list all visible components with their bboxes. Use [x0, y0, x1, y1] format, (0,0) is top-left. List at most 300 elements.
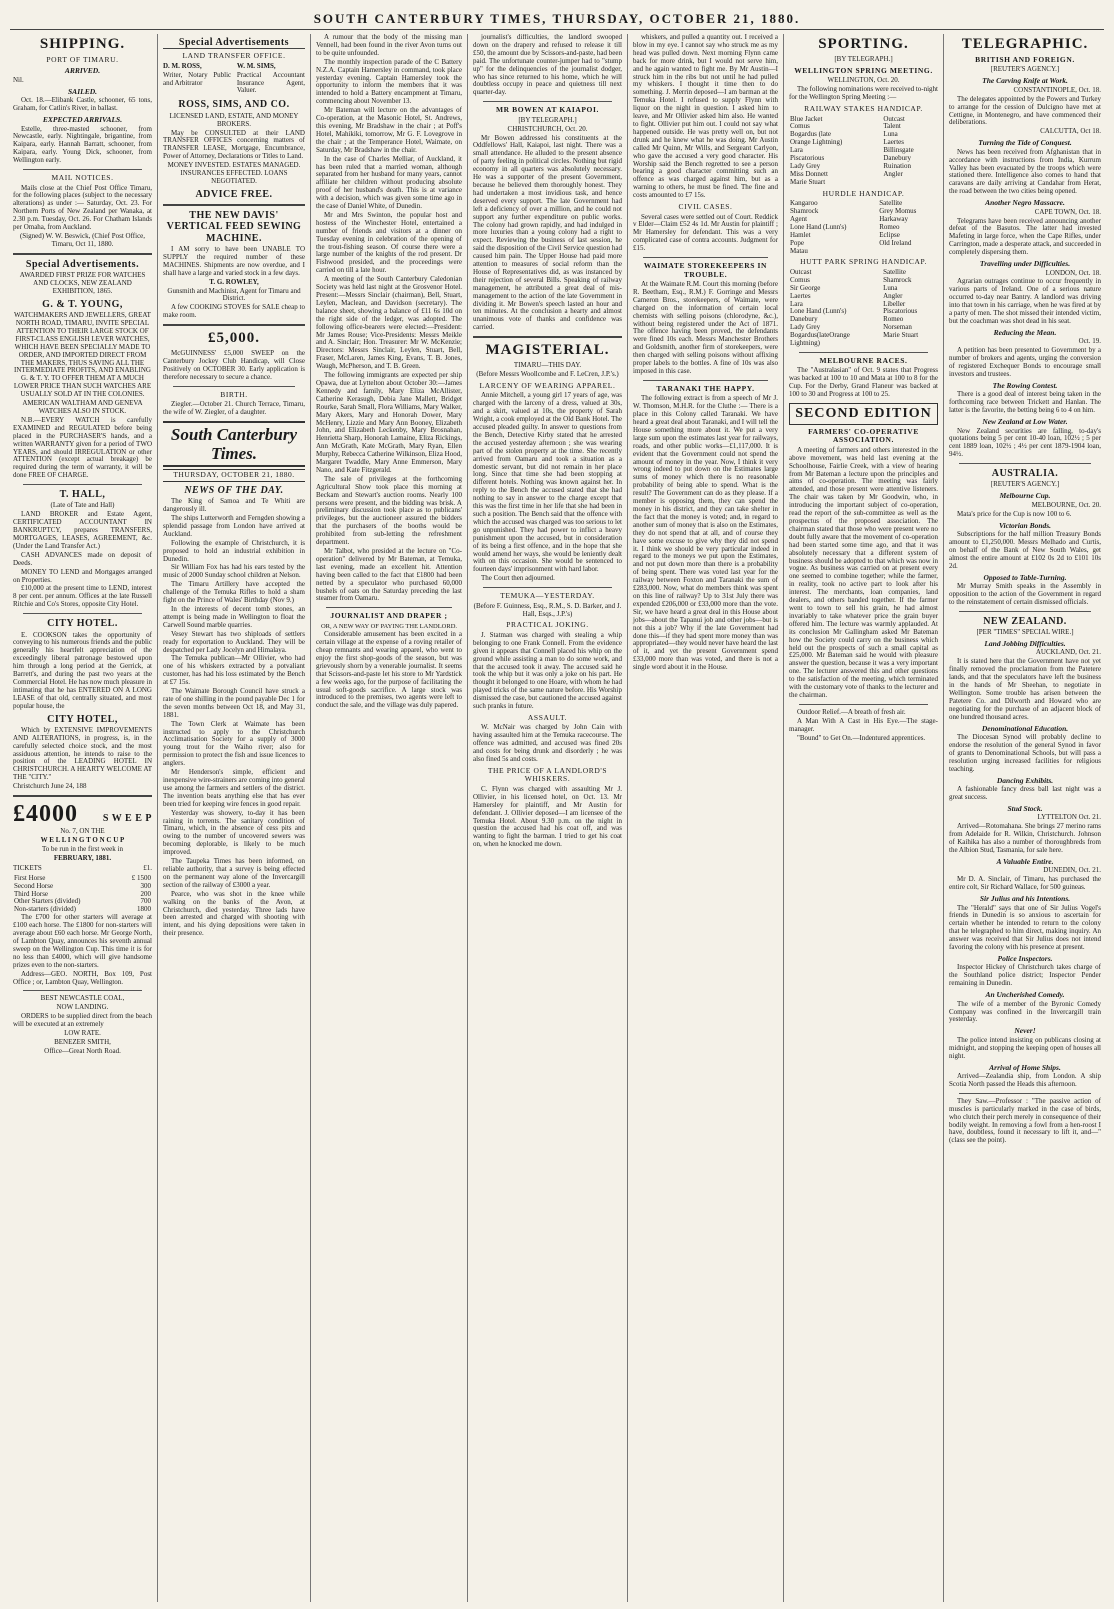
magisterial-sub: TIMARU—THIS DAY.	[513, 361, 582, 370]
news-item: The Timaru Artillery have accepted the challenge of the Temuka Rifles to hold a sham fight on the Prince of Wales' Birthday (Nov 9.)	[163, 580, 305, 605]
prize-amount: 200	[140, 889, 151, 898]
news-list	[163, 498, 305, 938]
taranaki-heading: TARANAKI THE HAPPY.	[656, 383, 755, 393]
column-rule	[157, 34, 158, 1602]
horse-name	[882, 340, 938, 348]
horse-name: Hamlet	[790, 230, 811, 239]
telegram-heading: Travelling under Difficulties.	[979, 259, 1071, 269]
news-item: Pearce, who was shot in the knee while walking on the banks of the Avon, at Christchurch, died yesterday. Three lads have been arrested and charged with shooting with intent, and his dying depositions were taken in their presence.	[163, 889, 305, 938]
prize-name: Third Horse	[14, 889, 49, 898]
prize-amount: 700	[140, 897, 151, 906]
divider	[799, 352, 928, 353]
telegram-text: Mr Murray Smith speaks in the Assembly in opposition to the action of the Government in regard to the reinstatement of certain dismissed officials.	[949, 582, 1101, 606]
news-item: The Waimate Borough Council have struck a rate of one shilling in the pound payable Dec 1 for the seven months between Oct 18, and May 31, 1881.	[163, 687, 305, 719]
divider	[483, 101, 612, 102]
arrived-heading: ARRIVED.	[64, 66, 101, 76]
prize-name: First Horse	[14, 873, 46, 882]
telegram-heading: Arrival of Home Ships.	[989, 1062, 1061, 1072]
news-item: Mr Henderson's simple, efficient and inexpensive wire-strainers are coming into general use among the farmers and settlers of the district. The invention beats anything else that has ever been tried for keeping wire fences in good repair.	[163, 768, 305, 808]
temuka-before: (Before F. Guinness, Esq., R.M., S. D. Barker, and J. Hall, Esqs., J.P.'s)	[473, 601, 622, 618]
news-continued	[316, 34, 462, 603]
telegram-heading: A Valuable Entire.	[996, 856, 1054, 866]
larceny-text: Annie Mitchell, a young girl 17 years of age, was charged with the larceny of a dress, valued at 30s, and a skirt, valued at 10s, the property of Sarah Wright, a cook employed at the Old Bank Hotel. The accused pleaded guilty. In answer to questions from the Bench, Detective Kirby stated that he arrested the accused yesterday afternoon ; she was wearing part of the stolen property at the time. She recently arrived from Oamaru and took a situation as a domestic servant, but did not remain in her place long. Since that time she had been stopping at different hotels. Nothing was known against her. In reply to the Bench the accused stated that she had nothing to say in answer to the charge except that this was the first time in her life that she had been in such a position. The Bench said that the offence with which the accused was charged was too serious to let go unpunished. They had power to inflict a heavy punishment upon the accused, but in consideration of its being a first offence, and in the hope that she would amend her ways, she would be leniently dealt with on this occasion. She would be sentenced to fourteen days' imprisonment with hard labor.	[473, 391, 622, 574]
sporting-telegraph: [BY TELEGRAPH.]	[834, 54, 893, 63]
nameplate-band	[163, 421, 305, 467]
sims-block	[237, 63, 305, 97]
nameplate: South Canterbury Times.	[170, 425, 298, 464]
column-rule	[627, 34, 628, 1602]
horse-name: Angler	[883, 169, 903, 178]
telegram-text: New Zealand securities are falling, to-day's quotations being 5 per cent 10-40 loan, 102½ ; 5 per cent 1889 loan, 102½ ; 4½ per cent 1879-1904 loan, 94½.	[949, 426, 1101, 459]
telegram-text: It is stated here that the Government have not yet finally removed the proclamation from the Patetere lands, and that the speculators have left the business in the hands of Mr Sheehan, to negotiate in Wellington. Some trouble has arisen between the Patetere Co. and Dilworth and Howard who are negotiating for the purchase of an adjacent block of one hundred thousand acres.	[949, 657, 1101, 721]
horse-name: Libeller	[883, 299, 906, 308]
award-text: AWARDED FIRST PRIZE FOR WATCHES AND CLOCKS, NEW ZEALAND EXHIBITION, 1865.	[19, 271, 146, 295]
divider	[473, 336, 622, 338]
telegram-date: LYTTELTON Oct. 21.	[1037, 813, 1101, 822]
horse-name: Miss Donnett	[790, 169, 828, 178]
news-item: Yesterday was showery, to-day it has been raining in torrents. The sanitary condition of Timaru, which, in the absence of cess pits and owing to the number of uncovered sewers was becoming deplorable, is likely to be much improved.	[163, 808, 305, 857]
stakes-table	[789, 116, 938, 187]
divider	[23, 990, 142, 991]
page-masthead: SOUTH CANTERBURY TIMES, THURSDAY, OCTOBER 21, 1880.	[10, 8, 1104, 30]
column-rule	[467, 34, 468, 1602]
horse-name: Angler	[883, 291, 903, 300]
horse-name: Billinsgate	[883, 146, 914, 155]
telegram-text: Subscriptions for the half million Treasury Bonds amount to £1,250,000. Messrs Melhado and Curtis, on behalf of the Bank of New South Wales, get almost the entire amount at £102 0s 2d to £101 10s 2d.	[949, 530, 1101, 570]
sweep-amount: £4000	[13, 801, 78, 828]
divider	[643, 257, 768, 258]
ross-name: D. M. ROSS,	[163, 61, 202, 70]
davis-text: I AM sorry to have been UNABLE TO SUPPLY the required number of these MACHINES. Shipments are now overdue, and I shall have a large and varied stock in a few days.	[163, 245, 305, 277]
magisterial-before: (Before Messrs Woollcombe and F. LeCren, J.P.'s.)	[476, 370, 619, 379]
divider	[959, 463, 1091, 464]
horse-name: Lightning)	[790, 339, 820, 348]
news-paragraph: A rumour that the body of the missing man Vennell, had been found in the river Avon turns out to be quite unfounded.	[316, 34, 462, 57]
column-rule	[783, 34, 784, 1602]
special-ads-heading: Special Advertisements.	[25, 258, 140, 270]
telegram-heading: The Rowing Contest.	[992, 380, 1058, 390]
ross-sub: Writer, Notary Public and Arbitrator	[163, 70, 232, 87]
meeting-text: The following nominations were received to-night for the Wellington Spring Meeting :—	[789, 85, 938, 102]
horse-name: Satellite	[883, 267, 907, 276]
hurdle-table	[789, 200, 938, 255]
horse-row	[789, 116, 938, 124]
horse-row	[789, 340, 938, 348]
waltham-text: AMERICAN WALTHAM AND GENEVA WATCHES ALSO IN STOCK.	[22, 399, 143, 415]
telegraphic-heading: TELEGRAPHIC.	[961, 36, 1089, 52]
telegram-text: Arrived—Zealandia ship, from London. A ship Scotia North passed the Heads this afternoon.	[949, 1072, 1101, 1088]
telegram-text: The delegates appointed by the Powers and Turkey to arrange for the cession of Dulcigno have met at Cettigne, in Montenegro, and have commenced their deliberations.	[949, 94, 1101, 127]
coal-sub: NOW LANDING.	[56, 1003, 109, 1012]
horse-row	[789, 139, 938, 147]
waimate-text: At the Waimate R.M. Court this morning (before R. Beetham, Esq., R.M.) F. Gorringe and Messrs Cameron Bros., storekeepers, of Waimate, were charged on the information of certain local chemists with selling poisons (chlorodyne, &c.), without being registered under the Act of 1871. The offence having been proved, the defendants were fined 10s each. Messrs Manchester Brothers and Goldsmith, another firm of storekeepers, were then charged with selling poisons without affixing proper labels to the bottles. A fine of 10s was also imposed in this case.	[633, 279, 778, 375]
prize-amount: £ 1500	[131, 873, 151, 882]
bowen-telegraph: [BY TELEGRAPH.]	[518, 115, 577, 124]
prize-amount: 1800	[137, 905, 151, 914]
horse-name: Laertes	[790, 291, 811, 300]
horse-name: Bogardus (late	[790, 130, 832, 139]
telegram-date: CALCUTTA, Oct 18.	[1040, 127, 1101, 136]
horse-name: Lady Grey	[790, 161, 821, 170]
horse-name: Talent	[883, 122, 901, 131]
news-item: The Taupeka Times has been informed, on reliable authority, that a survey is being effected on the permanent way alone of the Invercargill section of the railway of £3000 a year.	[163, 857, 305, 889]
sweep-cup: W E L L I N G T O N C U P	[40, 836, 125, 845]
horse-name: Outcast	[790, 267, 812, 276]
hall-cash: CASH ADVANCES made on deposit of Deeds.	[13, 550, 152, 567]
divider	[643, 380, 768, 381]
news-item: The Temuka publican—Mr Ollivier, who had one of his whiskers extracted by a potvaliant customer, has had his loss estimated by the Bench at £7 15s.	[163, 654, 305, 687]
divider	[959, 1093, 1091, 1094]
sweep-word: S W E E P	[102, 813, 152, 825]
larceny-heading: LARCENY OF WEARING APPAREL.	[479, 380, 616, 390]
telegram-text: The "Herald" says that one of Sir Julius Vogel's friends in Dunedin is so anxious to ascertain for certain whether he intended to return to the colony that he telegraphed to him direct, making inquiry. An answer was received that Sir Julius does not intend favoring the colony with his presence at present.	[949, 903, 1101, 952]
five-thousand-text: McGUINNESS' £5,000 SWEEP on the Canterbury Jockey Club Handicap, will Close Positively on OCTOBER 30. Early application is therefore necessary to secure a chance.	[163, 349, 305, 381]
mail-heading: MAIL NOTICES.	[51, 173, 114, 183]
news-item: Sir William Fox has had his ears tested by the music of 2000 Sunday school children at Nelson.	[163, 563, 305, 580]
horse-row	[789, 232, 938, 240]
horse-name: Piscatorious	[883, 307, 918, 316]
tickets-row	[13, 865, 152, 873]
telegram-date: MELBOURNE, Oct. 20.	[1031, 500, 1101, 509]
joking-text: J. Statman was charged with stealing a whip belonging to one Frank Connell. From the evidence given it appears that Connell placed his whip on the ground while assisting a man to do some work, and that the accused took it away. The accused said he took the whip but it was only a joke on his part. He thought it belonged to one Hoare, with whom he had played tricks of the same nature before. His Worship dismissed the case, but cautioned the accused against such pranks in future.	[473, 630, 622, 711]
news-paragraph: In the case of Charles Melliar, of Auckland, it has been ruled that a married woman, although separated from her husband for many years, cannot affiliate her children without producing absolute proof of her husband's death. This is at variance with a decision, which was given some time ago in the case of Daniel White, of Dunedin.	[316, 154, 462, 211]
stakes-heading: RAILWAY STAKES HANDICAP.	[804, 104, 923, 114]
news-item: The Town Clerk at Waimate has been instructed to apply to the Christchurch Acclimatisation Society for a supply of 3000 young trout for the Waiho river; also for permission to protect the fish and issue licences to anglers.	[163, 719, 305, 768]
melbourne-text: The "Australasian" of Oct. 9 states that Progress was backed at 100 to 10 and Mata at 100 to 8 for the Cup. For the Derby, Grand Flaneur was backed at 100 to 30 and Progress at 100 to 25.	[789, 366, 938, 399]
telegram-text: A fashionable fancy dress ball last night was a great success.	[949, 785, 1101, 801]
horse-row	[789, 248, 938, 256]
horse-name: Harkaway	[879, 214, 909, 223]
special-ads-heading: Special Advertisements	[163, 37, 305, 49]
bowen-date: CHRISTCHURCH, Oct. 20.	[507, 124, 588, 133]
sweep-header	[13, 801, 152, 828]
coal-rate: LOW RATE.	[64, 1029, 101, 1038]
firm-name: ROSS, SIMS, AND CO.	[178, 99, 290, 111]
horse-name: Lara	[790, 146, 803, 155]
telegram-heading: Denominational Education.	[981, 723, 1069, 733]
divider	[483, 587, 612, 588]
coal-heading: BEST NEWCASTLE COAL,	[40, 994, 125, 1003]
nz-items	[949, 640, 1101, 1089]
divider	[13, 253, 152, 255]
reuter-agency-2: [REUTER'S AGENCY.]	[990, 480, 1060, 489]
sims-sub: Practical Accountant Insurance Agent, Valuer.	[236, 70, 305, 95]
news-paragraph: The sale of privileges at the forthcoming Agricultural Show took place this morning at Beckam and Stewart's auction rooms. Nearly 100 persons were present, and the bidding was brisk. A preliminary discussion took place as to publicans' privileges, but the auctioneer assured the bidders that the purchasers of the booths would be prohibited from sub-letting the refreshment department.	[316, 474, 462, 547]
telegram-heading: Opposed to Table-Turning.	[983, 572, 1067, 582]
dateline: THURSDAY, OCTOBER 21, 1880.	[163, 469, 305, 481]
telegram-heading: Never!	[1014, 1026, 1036, 1036]
stoves-text: A few COOKING STOVES for SALE cheap to make room.	[163, 303, 305, 320]
horse-name: Old Ireland	[879, 238, 912, 247]
telegram-text: The Diocesan Synod will probably decline to endorse the resolution of the general Synod in favor of grants to Denominational Schools, but will pass a resolution urging increased facilities for religious teaching.	[949, 733, 1101, 773]
horse-name: Eclipse	[879, 230, 900, 239]
prize-amount: 300	[140, 881, 151, 890]
firm-text: May be CONSULTED at their LAND TRANSFER OFFICES concerning matters of TRANSFER LEASE, Mortgage, Encumbrance, Power of Attorney, Declarations or Titles to Land.	[163, 128, 305, 161]
news-paragraph: Mr Bateman will lecture on the advantages of Co-operation, at the Masonic Hotel, St. Andrews, this evening, Mr Bradshaw in the chair ; at Poff's Hotel, Mahikiki, tomorrow, Mr G. F. Lovegrove in the chair ; at the Temperance Hotel, Waimate, on Saturday, Mr Bradshaw in the chair.	[316, 106, 462, 154]
waimate-heading: WAIMATE STOREKEEPERS IN TROUBLE.	[643, 261, 768, 279]
shipping-heading: SHIPPING.	[39, 36, 126, 52]
bowen-text: Mr Bowen addressed his constituents at the Oddfellows' Hall, Kaiapoi, last night. There was a small attendance. He alluded to the present absence of party feeling in political circles. Nothing but rigid economy in all quarters was absolutely necessary. He was a supporter of the present Government, because he believed them thoroughly honest. They had undertaken a most invidious task, and hence deserved every support. The late Government had left a deficiency of over a million, and he could not support any further expenditure on public works. The colony had grown rapidly, and had indulged in more luxuries than a young colony had a right to expect. Reviewing the business of last session, he said the disposition of the Civil Service question had caused him pain. The Upper House had paid more attention to measures of social reform than the House of Representatives did, as was instanced by their rejection of several Bills. Speaking of railway management, he attributed a great deal of mis-management to the action of the late Government in dividing it. Mr Bowen's speech lasted an hour and ten minutes. At the conclusion a hearty and almost unanimous vote of thanks and confidence was carried.	[473, 133, 622, 332]
mail-signature: (Signed) W. W. Beswick, (Chief Post Office, Timaru, Oct 11, 1880.	[19, 231, 146, 248]
hall-sub: (Late of Tate and Hall)	[50, 501, 115, 510]
second-edition-banner: SECOND EDITION	[789, 403, 938, 425]
horse-name: Shamrock	[883, 275, 912, 284]
news-item: In the interests of decent tomb stones, an attempt is being made in Wellington to float the Carwell Sound marble quarries.	[163, 604, 305, 629]
civil-heading: CIVIL CASES.	[678, 202, 733, 212]
sweep-text: The £700 for other starters will average at £100 each horse. The £1800 for non-starters will average about £60 each horse. Mr George North, of Lambton Quay, announces his seventh annual sweep on the Wellington Cup. This time it is for no less than £4000, which will give handsome prizes even to the non-starters.	[13, 913, 152, 969]
assault-heading: ASSAULT.	[527, 712, 568, 722]
column-rule	[310, 34, 311, 1602]
horse-name: Marie Stuart	[883, 331, 919, 340]
divider	[163, 204, 305, 206]
british-items	[949, 77, 1101, 459]
arrived-text: Nil.	[13, 75, 24, 84]
young-text: WATCHMAKERS AND JEWELLERS, GREAT NORTH ROAD, TIMARU, INVITE SPECIAL ATTENTION TO THEIR LARGE STOCK OF FIRST-CLASS ENGLISH LEVER WATCHES, WHICH HAVE BEEN SPECIALLY MADE TO ORDER, AND IMPORTED DIRECT FROM THE MAKERS, THUS SAVING ALL THE INTERMEDIATE PROFITS, AND ENABLING G. & T. Y. TO OFFER THEM AT A MUCH LOWER PRICE THAN SUCH WATCHES ARE USUALLY SOLD AT IN THE COLONIES.	[13, 311, 152, 399]
horse-row	[789, 208, 938, 216]
horse-name: Piscatorious	[790, 154, 825, 163]
horse-row	[789, 285, 938, 293]
five-thousand-heading: £5,000.	[208, 330, 260, 347]
transfer-heading: LAND TRANSFER OFFICE.	[182, 51, 286, 61]
hall-offices: £10,000 at the present time to LEND, interest 8 per cent. per annum. Offices at the late Russell Ritchie and Co's Stores, opposite City Hotel.	[13, 584, 152, 609]
expected-text: Estelle, three-masted schooner, from Newcastle, early. Nightingale, brigantine, from Kaipara, early. Hannah Barratt, schooner, from Kaipara, early. Young Dick, schooner, from Wellington early.	[13, 124, 152, 165]
rowley-name: T. G. ROWLEY,	[209, 277, 259, 286]
divider	[23, 613, 142, 614]
melbourne-heading: MELBOURNE RACES.	[819, 356, 908, 365]
nz-heading: NEW ZEALAND.	[983, 615, 1067, 627]
telegram-heading: Reducing the Mean.	[993, 327, 1057, 337]
closing-joke: They Saw.—Professor : "The passive action of muscles is particularly marked in the case of birds, who clutch their perch merely in consequence of their bodily weight. In removing a fowl from a hen-roost I have, doubtless, found it necessary to lift it, and—" (class see the point).	[949, 1096, 1101, 1145]
news-paragraph: Mr and Mrs Swinton, the popular host and hostess of the Winchester Hotel, entertained a number of friends and visitors at a dinner on Tuesday evening in celebration of the opening of the trout-fishing season. Of course there were a large number of the knights of the rod present. Dr Fishwood presided, and the proceedings were carried on till a late hour.	[316, 210, 462, 275]
hall-money: MONEY TO LEND and Mortgages arranged on Properties.	[13, 567, 152, 584]
whiskers-text: C. Flynn was charged with assaulting Mr J. Ollivier, in his licensed hotel, on Oct. 13. Mr Hamersley for plaintiff, and Mr Austin for defendant. J. Ollivier deposed—I am licensee of the Temuka Hotel. About 9.30 p.m. on the night in question the accused had his coat off, and was wanting to fight the barman. I tried to get his coat on, when he knocked me down.	[473, 784, 622, 849]
divider	[163, 324, 305, 326]
telegram-heading: Land Jobbing Difficulties.	[984, 639, 1066, 648]
horse-name: Comus	[790, 275, 810, 284]
horse-name: Laertes	[883, 138, 904, 147]
horse-name: Shamrock	[790, 207, 819, 216]
coal-name: BENEZER SMITH,	[54, 1037, 111, 1046]
horse-name: Grey Momus	[879, 207, 917, 216]
horse-row	[789, 269, 938, 277]
horse-name: Lara	[790, 299, 803, 308]
telegram-heading: Victorian Bonds.	[998, 520, 1052, 530]
divider	[959, 611, 1091, 612]
birth-heading: BIRTH.	[220, 389, 248, 399]
city-hotel-date: Christchurch June 24, 188	[13, 782, 87, 791]
column-1	[10, 34, 155, 1602]
horse-name: Agent	[790, 214, 808, 223]
meeting-date: WELLINGTON, Oct. 20.	[827, 76, 900, 85]
telegram-text: Arrived—Rotomahana. She brings 27 merino rams from Adelaide for R. Wilkin, Christchurch. Johnson of Kaihika has also a number of thoroughbreds from the Albion Stud, Tasmania, for sale here.	[949, 822, 1101, 854]
news-paragraph: The monthly inspection parade of the C Battery N.Z.A. Captain Hamersley in command, took place yesterday evening. Captain Hamersley took the opportunity to inform the members that it was intended to hold a Battery encampment at Timaru, commencing about November 13.	[316, 57, 462, 106]
horse-name: Norseman	[883, 323, 912, 332]
horse-name: Romeo	[883, 315, 904, 324]
davis-heading: THE NEW DAVIS' VERTICAL FEED SEWING MACHINE.	[166, 210, 302, 244]
hurdle-heading: HURDLE HANDICAP.	[822, 188, 905, 198]
tickets-label: TICKETS	[13, 863, 42, 872]
horse-row	[789, 293, 938, 301]
joke-bound: "Bound" to Get On.—Indentured apprentices.	[797, 733, 926, 742]
horse-name: Blue Jacket	[790, 114, 823, 123]
horse-row	[789, 224, 938, 232]
news-item: Vesey Stewart has two shiploads of settlers ready for exportation to Auckland. They will be despatched per Lady Jocelyn and Himalaya.	[163, 629, 305, 654]
journalist-text: Considerable amusement has been excited in a certain village at the expense of a roving retailer of cheap remnants and wearing apparel, who went to enjoy the first shop-goods of the season, but was grievously shorn by a venerable journalist. It seems that Scissors-and-paste let his store to Mr Yardstick a few weeks ago, for the purpose of facilitating the usual soft-goods sacrifice. A large stock was introduced to the premises, two agents were left to conduct the sale, and the village was duly papered.	[316, 630, 462, 710]
british-heading: BRITISH AND FOREIGN.	[975, 54, 1075, 64]
divider	[173, 386, 295, 387]
divider	[326, 607, 452, 608]
city-hotel-text-2: Which by EXTENSIVE IMPROVEMENTS AND ALTERATIONS, in progress, is, in the carefully selected choice stock, and the most assiduous attention, he intends to raise to the position of the LEADING HOTEL IN CHRISTCHURCH. A HEARTY WELCOME AT THE "CITY."	[13, 725, 152, 782]
news-paragraph: Mr Talbot, who presided at the lecture on "Co-operation" delivered by Mr Bateman, at Temuka, last evening, made an excellent hit. Attention having been called to the fact that £1800 had been netted by a speculator who purchased 60,000 bushels of oats on the Saturday preceding the last steamer from Oamaru.	[316, 547, 462, 603]
mail-text: Mails close at the Chief Post Office Timaru, for the following places (subject to the necessary alterations) as under :— Saturday, Oct. 23. For Northern Ports of New Zealand per Wanaka, at 2.30 p.m. Tuesday, Oct. 26. For Chatham Islands per Omaha, from Auckland.	[13, 183, 152, 232]
horse-name: Marie Stuart	[790, 177, 826, 186]
city-hotel-text: E. COOKSON takes the opportunity of conveying to his numerous friends and the public generally his heartfelt appreciation of the exceedingly liberal patronage bestowed upon him through a long period at the Gerrick, at Barrett's, and during the past two years at the Commercial Hotel. He has now much pleasure in intimating that he has ENTERED ON A LONG LEASE of that old, centrally situated, and most popular house, the	[13, 630, 152, 710]
telegram-heading: Turning the Tide of Conquest.	[978, 138, 1072, 148]
young-name: G. & T. YOUNG,	[42, 298, 123, 310]
australia-heading: AUSTRALIA.	[991, 468, 1059, 480]
horse-name: Lady Grey	[790, 323, 821, 332]
horse-name: Lone Hand (Lunn's)	[790, 307, 847, 316]
news-paragraph: The following immigrants are expected per ship Opawa, due at Lyttelton about October 30:—James Kennedy and family, Mary Eliza McAllister, Catherine Kerasugh, Debia Jane Mallett, Bridget Rourke, Sarah Small, Flora Williams, Mary Walker, Mary Akers, Mary and Honorah Dower, Mary McHenry, Lizzie and Mary Ann Booney, Elizabeth John, and Elizabeth Leckenby, Mary Brosnahan, Henrietta Sharp, Honorah Lamaine, Eliza Rickings, Ann McGrath, Kate McGrath, Mary Ryan, Ellen Murphy, Rebecca Catherine Wilkinson, Eliza Hood, Margaret Twaddle, Mary Anne Emmerson, Mary Nano, and Kate Fitzgerald.	[316, 371, 462, 474]
telegram-text: News has been received from Afghanistan that in accordance with instructions from India, Kurrum Valley has been evacuated by the troops which were stationed there. Intelligence also comes to hand that caravans are daily arriving at Candahar from Herat, the road between the two cities being opened.	[949, 147, 1101, 196]
news-heading: NEWS OF THE DAY.	[184, 484, 284, 496]
telegram-text: Agrarian outrages continue to occur frequently in various parts of Ireland. One of a serious nature occurred to-day near Bantry. A landlord was driving into that town in his carriage, when he was fired at by a party of men. The shot missed their intended victim, but the coachman was shot dead in his seat.	[949, 277, 1101, 325]
rowley-sub: Gunsmith and Machinist, Agent for Timaru and District.	[167, 286, 301, 303]
meeting-heading: WELLINGTON SPRING MEETING.	[794, 65, 933, 75]
sweep-feb: FEBRUARY, 1881.	[53, 853, 112, 862]
birth-text: Ziegler.—October 21. Church Terrace, Timaru, the wife of W. Ziegler, of a daughter.	[163, 400, 305, 417]
telegram-heading: Police Inspectors.	[997, 954, 1053, 963]
horse-name: Luna	[883, 283, 898, 292]
advice-free: ADVICE FREE.	[195, 188, 273, 200]
horse-name: Danebury	[790, 315, 818, 324]
sailed-text: Oct. 18.—Elibank Castle, schooner, 65 tons, Graham, for Catlin's River, in ballast.	[13, 96, 152, 113]
horse-name: Orange Lightning)	[790, 138, 843, 147]
column-2	[160, 34, 308, 1602]
farmers-heading: FARMERS' CO-OPERATIVE ASSOCIATION.	[808, 426, 919, 445]
telegram-text: The wife of a member of the Byronic Comedy Company was confined in the Invercargill train yesterday.	[949, 999, 1101, 1024]
horse-name	[882, 179, 938, 187]
prize-name: Second Horse	[14, 881, 54, 890]
sweep-no: No. 7, ON THE	[60, 827, 105, 836]
tickets-price: £1.	[143, 863, 152, 872]
horse-name: Luna	[883, 130, 898, 139]
sailed-heading: SAILED.	[68, 86, 97, 96]
australia-items	[949, 492, 1101, 606]
sweep-run: To be run in the first week in	[42, 845, 123, 854]
horse-name: Lone Hand (Lunn's)	[790, 222, 847, 231]
partners-row	[163, 63, 305, 97]
news-item: The ships Lutterworth and Ferngden showing a splendid passage from London have arrived at Auckland.	[163, 514, 305, 538]
telegram-date: CONSTANTINOPLE, Oct. 18.	[1013, 85, 1101, 94]
column-7	[946, 34, 1104, 1602]
telegram-text: There is a good deal of interest being taken in the forthcoming race between Trickett and Hanlan. The latter is the favorite, the betting being 6 to 4 on him.	[949, 390, 1101, 415]
coal-office: Office—Great North Road.	[44, 1046, 121, 1055]
horse-name: Comus	[790, 122, 810, 131]
port-heading: PORT OF TIMARU.	[46, 54, 119, 64]
city-hotel-heading-2: CITY HOTEL,	[47, 713, 118, 725]
column-6	[786, 34, 941, 1602]
warranty-text: N.B.—EVERY WATCH is carefully EXAMINED and REGULATED before being placed in the PURCHASER'S hands, and a written WARRANTY given for a period of TWO YEARS, and should IRREGULATION or other ATTENTION (except actual breakage) be required during the term of warranty, it will be done FREE OF CHARGE.	[13, 415, 152, 480]
horse-name: Matau	[790, 246, 808, 255]
temuka-heading: TEMUKA—YESTERDAY.	[500, 591, 595, 601]
telegram-date: AUCKLAND, Oct. 21.	[1035, 648, 1101, 657]
horse-name: Romeo	[879, 222, 900, 231]
telegram-heading: New Zealand at Low Water.	[982, 417, 1068, 427]
news-item: The King of Samoa and Te Whiti are dangerously ill.	[163, 497, 305, 514]
telegram-text: Mata's price for the Cup is now 100 to 6.	[957, 509, 1072, 518]
hutt-table	[789, 269, 938, 348]
prize-name: Other Starters (divided)	[14, 897, 81, 906]
horse-name: Satellite	[879, 199, 903, 208]
whiskers-heading: THE PRICE OF A LANDLORD'S WHISKERS.	[487, 765, 608, 784]
telegram-heading: Another Negro Massacre.	[985, 198, 1065, 208]
sporting-heading: SPORTING.	[818, 36, 909, 52]
horse-row	[789, 179, 938, 187]
horse-name: Kangaroo	[790, 199, 818, 208]
divider	[13, 795, 152, 797]
horse-name: Outcast	[883, 114, 905, 123]
news-paragraph: A meeting of the South Canterbury Caledonian Society was held last night at the Grosvenor Hotel. Present:—Messrs Sinclair (chairman), Bell, Stuart, Leylen, Maclean, and Davidson (secretary). The balance sheet, showing a balance of £11 6s 10d on the right side of the ledger, was adopted. The following office-bearers were elected:—President: Mr James Rouse; Vice-Presidents: Messrs Meikle and A. Sinclair; Hon. Treasurer: Mr W. McKenzie; Directors: Messrs Sinclair, Leylen, Stuart, Bell, Fraser, McLaren, James King, Evans, T. B. Jones, Waugh, McPherson, and T. B. Green.	[316, 275, 462, 371]
journalist-continued: journalist's difficulties, the landlord swooped down on the drapery and refused to release it till £50, the amount due by Scissors-and-paste, had been paid. The unfortunate counter-jumper had to "stump up" for the delinquencies of the journalist dodger, who has since returned to his home, which he will doubtless occupy in peace and quietness till next quarter-day.	[473, 34, 622, 97]
divider	[23, 484, 142, 485]
court-adjourned: The Court then adjourned.	[481, 574, 555, 583]
telegram-heading: Sir Julius and his Intentions.	[979, 894, 1071, 904]
prize-table	[13, 875, 152, 915]
telegram-date: CAPE TOWN, Oct. 18.	[1034, 207, 1101, 216]
hall-text: LAND BROKER and Estate Agent, CERTIFICATED ACCOUNTANT IN BANKRUPTCY, prepares TRANSFERS, MORTGAGES, LEASES, AGREEMENT, &c. (Under the Land Transfer Act.)	[13, 510, 152, 550]
hall-name: T. HALL,	[59, 489, 106, 501]
journalist-sub: OR, A NEW WAY OF PAYING THE LANDLORD.	[320, 622, 458, 630]
horse-name: Pope	[790, 238, 804, 247]
telegram-text: A petition has been presented to Government by a number of brokers and agents, urging the conversion of registered Exchequer Bonds to encourage small investors and trustees.	[949, 346, 1101, 378]
joke-relief: Outdoor Relief.—A breath of fresh air.	[797, 707, 906, 716]
telegram-text: Inspector Hickey of Christchurch takes charge of the Southland police district; Inspector Pender remaining in Dunedin.	[949, 963, 1101, 988]
reuter-agency: [REUTER'S AGENCY.]	[990, 65, 1060, 74]
horse-name	[878, 248, 938, 256]
column-3	[313, 34, 465, 1602]
coal-text: ORDERS to be supplied direct from the beach will be executed at an extremely	[13, 1012, 152, 1029]
telegram-heading: Melbourne Cup.	[999, 491, 1051, 501]
telegram-text: Telegrams have been received announcing another defeat of the Basutos. The latter had invested Mafeting in large force, when the Cape Rifles, under Carrington, made a desperate attack, and succeeded in completely dispersing them.	[949, 216, 1101, 257]
sweep-address: Address—GEO. NORTH, Box 109, Post Office ; or, Lambton Quay, Wellington.	[13, 969, 152, 986]
telegram-date: Oct. 19.	[1078, 337, 1101, 346]
horse-name: Sir George	[790, 283, 821, 292]
joke-cast: A Man With A Cast in His Eye.—The stage-manager.	[789, 716, 938, 733]
taranaki-text: The following extract is from a speech of Mr J. W. Thomson, M.H.R. for the Cluthe :— There is a place in this Colony called Taranaki. We have heard a great deal about Taranaki, and I will tell the House something more about it. We put a very large sum upon the estimates last year for railways, roads, and other public works—£1,117,000. It is evident that the Government could not spend the amount of money in the year. Now, I think it very wrong indeed to put down on the Estimates large sums of money which there is no reasonable probability of being able to spend. What is the result? The Government can do as they please. If a member is opposing them, they can spend the money in his district, and they can take shelter in the fact that the money is voted; and, in regard to another sum of money that is also on the Estimates, they do not spend that at all, and of course they have some excuse to give why they did not spend it. I think we should be very particular indeed in regard to the moneys we put upon the Estimates, and not put down more than there is a probability of being spent. There was voted last year for the railway between Foxton and Taranaki the sum of £283,000. Now, what do members think was spent on this line of railway? Up to 31st July there was expended £206,000 or £33,000 more than the vote. Sir, we have heard a great deal in this House about jobs—about the Tapanui job and other jobs—but is not this a job? Why if the late Government had done this—if they had spent more money than was appropriated—they would never have heard the last of it, and yet the present Government spend £33,000 more than was voted, and there is not a single word about it in the House.	[633, 394, 779, 672]
telegram-date: LONDON, Oct. 18.	[1045, 268, 1101, 277]
whiskers-continued: whiskers, and pulled a quantity out. I received a blow in my eye. I cannot say who struck me as my head was pulled down. Next morning Flynn came back for more drink, but I would not serve him, and he again wanted to fight me. By Mr Austin—I struck him in the ribs but not until he had pulled my whiskers. I thought it time then to do something. J. Merrin deposed—I am barman at the Temuka Hotel. I refused to supply Flynn with liquor on the night in question. I asked him to leave, and Mr Ollivier asked him also. He wanted to fight. Ollivier put him out. I could not say what happened outside. He was pretty well on, but not drunk and he knew what he was doing. Mr Austin called Mr Quinn, Mr Wills, and Sergeant Carlyon, who gave the accused a very good character. His Worship said the Bench regretted to see a person bearing a good character committing such an offence as was charged against him, but as a warning to others, he must be fined. The fine and costs amounted to £7 15s.	[633, 34, 778, 200]
prize-name: Non-starters (divided)	[14, 905, 77, 914]
telegram-heading: The Carving Knife at Work.	[982, 76, 1068, 86]
ross-block	[163, 63, 231, 97]
column-5	[630, 34, 781, 1602]
telegram-heading: Stud Stock.	[1007, 803, 1043, 813]
journalist-heading: JOURNALIST AND DRAPER ;	[330, 611, 448, 621]
farmers-text: A meeting of farmers and others interested in the above movement, was held last evening at the Schoolhouse, Fairlie Creek, with a view of hearing from Mr Bateman a lecture upon the principles and aims of co-operation. The meeting was fairly attended, and those present were attentive listeners. The chair was taken by Mr Goodwin, who, in introducing the important subject of co-operation, read the report of the sub-committee as well as the prospectus of the proposed association. The chairman stated that those who were present were no doubt fully aware that the movement of co-operation had been started some time ago, and that it was absolutely necessary that a different system of business should be adopted to that which was now in vogue. As business was carried on at present every one seemed to combine together; while the farmer, in reality, took no active part to look after his interest. The merchants, loan companies, land dealers, and others banded together. If the farmer went to town to sell his grain, he had almost invariably to take whatever price the grain buyer offered him. The lecture was warmly applauded. At its conclusion Mr Gallingham asked Mr Bateman how the Society could carry on the business which held out the prospects of such a small capital as £25,000. Mr Bateman said he would with pleasure answer the question, because it was a very important one. The lecturer answered this and other questions to the satisfaction of the meeting, which terminated with the customary vote of thanks to the lecturer and the chairman.	[789, 445, 938, 699]
city-hotel-heading: CITY HOTEL.	[47, 618, 118, 630]
horse-name: Ruination	[883, 161, 911, 170]
sims-name: W. M. SIMS,	[236, 61, 276, 70]
civil-text: Several cases were settled out of Court. Reddick v Elder—Claim £52 4s 1d. Mr Austin for plaintiff ; Mr Hamersley for defendant. This was a very complicated case of contra accounts. Judgment for £15.	[633, 212, 778, 253]
telegram-date: DUNEDIN, Oct. 21.	[1043, 866, 1101, 875]
telegram-text: The police intend insisting on publicans closing at midnight, and stopping the keeping open of houses all night.	[949, 1035, 1101, 1060]
column-rule	[943, 34, 944, 1602]
assault-text: W. McNair was charged by John Cain with having assaulted him at the Temuka racecourse. The offence was admitted, and accused was fined 20s and costs for being drunk and disorderly ; he was also fined 5s and costs.	[473, 723, 622, 764]
column-4	[470, 34, 625, 1602]
horse-name: Danebury	[883, 154, 911, 163]
news-item: Following the example of Christchurch, it is proposed to hold an industrial exhibition in Dunedin.	[163, 538, 305, 563]
